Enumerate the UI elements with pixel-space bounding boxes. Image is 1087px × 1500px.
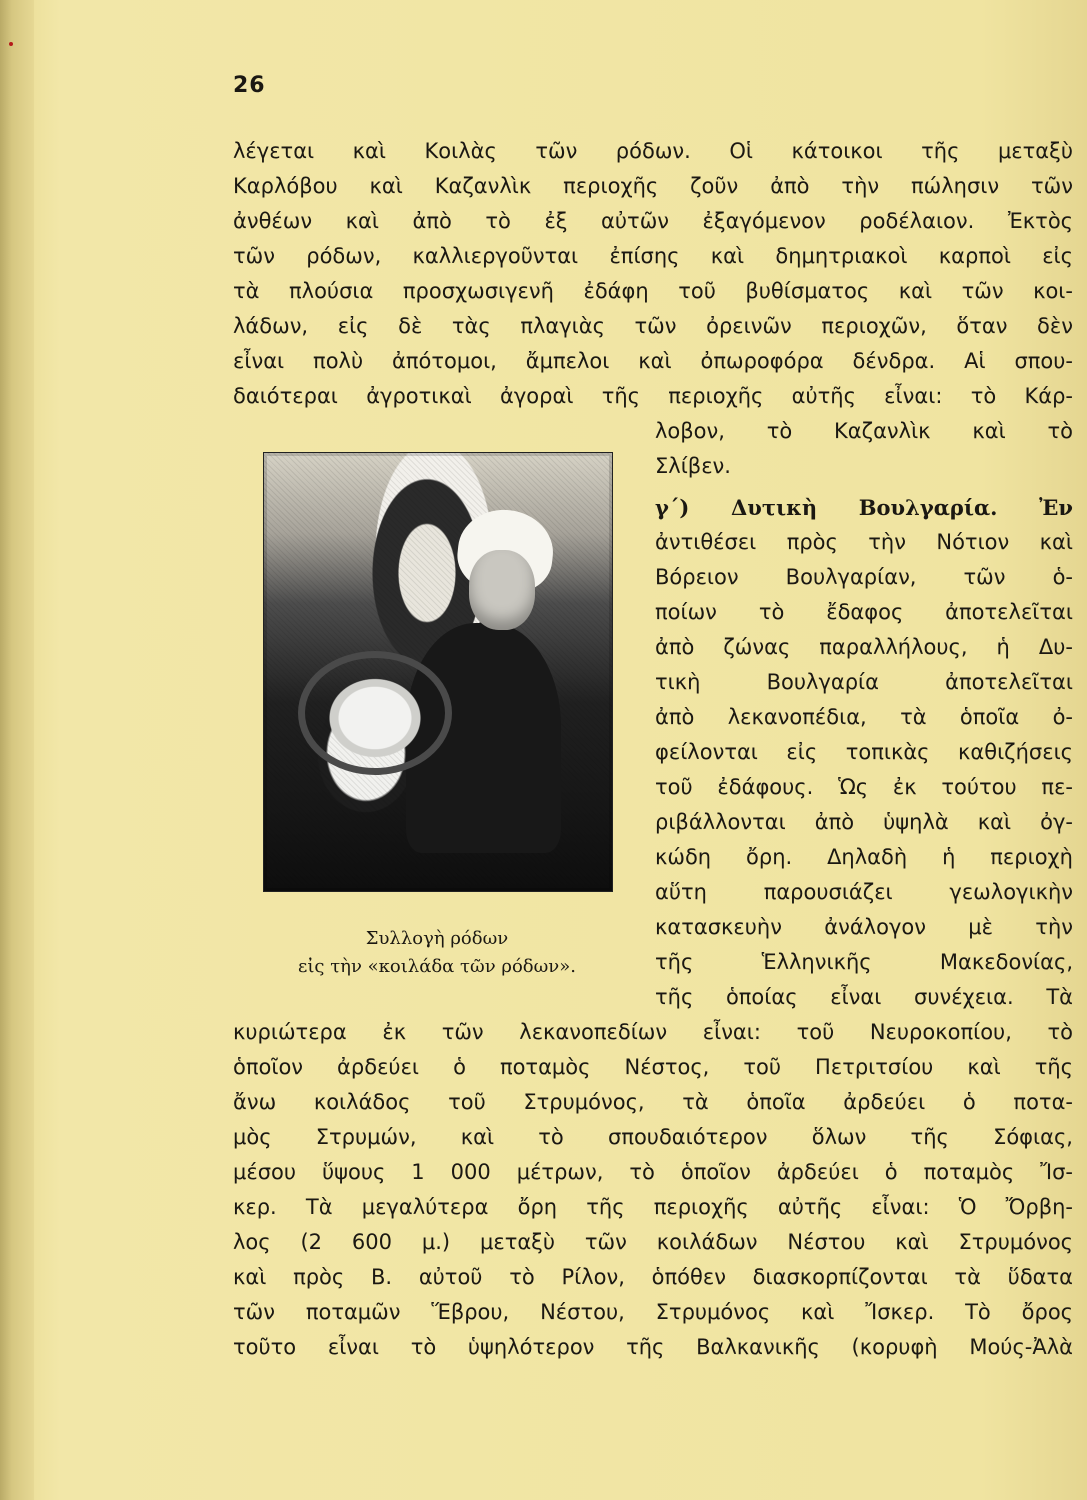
photo-caption-line-1: Συλλογὴ ρόδων: [365, 928, 509, 949]
wrapped-line-15: κατασκευὴν ἀνάλογον μὲ τὴν: [655, 915, 1073, 939]
text-line-7: εἶναι πολὺ ἀπότομοι, ἄμπελοι καὶ ὀπωροφόρα δένδρα. Αἱ σπου-: [233, 349, 1073, 373]
text-after-line-1: κυριώτερα ἐκ τῶν λεκανοπεδίων εἶναι: τοῦ Νευροκοπίου, τὸ: [233, 1020, 1073, 1044]
text-after-line-4: μὸς Στρυμών, καὶ τὸ σπουδαιότερον ὅλων τῆς Σόφιας,: [233, 1125, 1073, 1149]
wrapped-line-14: αὕτη παρουσιάζει γεωλογικὴν: [655, 880, 1073, 904]
wrapped-line-13: κώδη ὄρη. Δηλαδὴ ἡ περιοχὴ: [655, 845, 1073, 869]
text-after-line-7: λος (2 600 μ.) μεταξὺ τῶν κοιλάδων Νέστου καὶ Στρυμόνος: [233, 1230, 1073, 1254]
text-after-line-10: τοῦτο εἶναι τὸ ὑψηλότερον τῆς Βαλκανικῆς (κορυφὴ Μούς-Ἀλὰ: [233, 1335, 1073, 1359]
rose-basket: [298, 651, 452, 775]
binding-edge: [0, 0, 34, 1500]
page-number: 26: [233, 73, 266, 98]
text-line-5: τὰ πλούσια προσχωσιγενῆ ἐδάφη τοῦ βυθίσματος καὶ τῶν κοι-: [233, 279, 1073, 303]
rose-harvest-photo: [263, 452, 613, 892]
text-after-line-2: ὁποῖον ἀρδεύει ὁ ποταμὸς Νέστος, τοῦ Πετριτσίου καὶ τῆς: [233, 1055, 1073, 1079]
text-after-line-6: κερ. Τὰ μεγαλύτερα ὄρη τῆς περιοχῆς αὐτῆς εἶναι: Ὁ Ὄρβη-: [233, 1195, 1073, 1219]
text-line-3: ἀνθέων καὶ ἀπὸ τὸ ἐξ αὐτῶν ἐξαγόμενον ροδέλαιον. Ἐκτὸς: [233, 209, 1073, 233]
text-line-8: δαιότεραι ἀγροτικαὶ ἀγοραὶ τῆς περιοχῆς αὐτῆς εἶναι: τὸ Κάρ-: [233, 384, 1073, 408]
wrapped-line-6: ποίων τὸ ἔδαφος ἀποτελεῖται: [655, 600, 1073, 624]
wrapped-line-8: τικὴ Βουλγαρία ἀποτελεῖται: [655, 670, 1073, 694]
text-line-1: λέγεται καὶ Κοιλὰς τῶν ρόδων. Οἱ κάτοικοι τῆς μεταξὺ: [233, 139, 1073, 163]
wrapped-line-12: ριβάλλονται ἀπὸ ὑψηλὰ καὶ ὀγ-: [655, 810, 1073, 834]
text-line-6: λάδων, εἰς δὲ τὰς πλαγιὰς τῶν ὀρεινῶν περιοχῶν, ὅταν δὲν: [233, 314, 1073, 338]
wrapped-line-17: τῆς ὁποίας εἶναι συνέχεια. Τὰ: [655, 985, 1073, 1009]
woman-face: [469, 550, 535, 630]
text-after-line-5: μέσου ὕψους 1 000 μέτρων, τὸ ὁποῖον ἀρδεύει ὁ ποταμὸς Ἴσ-: [233, 1160, 1073, 1184]
text-line-2: Καρλόβου καὶ Καζανλὶκ περιοχῆς ζοῦν ἀπὸ τὴν πώλησιν τῶν: [233, 174, 1073, 198]
wrapped-line-16: τῆς Ἑλληνικῆς Μακεδονίας,: [655, 950, 1073, 974]
wrapped-line-7: ἀπὸ ζώνας παραλλήλους, ἡ Δυ-: [655, 635, 1073, 659]
wrapped-line-9: ἀπὸ λεκανοπέδια, τὰ ὁποῖα ὀ-: [655, 705, 1073, 729]
text-after-line-8: καὶ πρὸς Β. αὐτοῦ τὸ Ρίλον, ὁπόθεν διασκορπίζονται τὰ ὕδατα: [233, 1265, 1073, 1289]
wrapped-line-10: φείλονται εἰς τοπικὰς καθιζήσεις: [655, 740, 1073, 764]
red-mark-dot: [9, 42, 13, 46]
text-line-4: τῶν ρόδων, καλλιεργοῦνται ἐπίσης καὶ δημητριακοὶ καρποὶ εἰς: [233, 244, 1073, 268]
text-after-line-3: ἄνω κοιλάδος τοῦ Στρυμόνος, τὰ ὁποῖα ἀρδεύει ὁ ποτα-: [233, 1090, 1073, 1114]
wrapped-line-4: ἀντιθέσει πρὸς τὴν Νότιον καὶ: [655, 530, 1073, 554]
wrapped-line-5: Βόρειον Βουλγαρίαν, τῶν ὁ-: [655, 565, 1073, 589]
wrapped-line-11: τοῦ ἐδάφους. Ὡς ἐκ τούτου πε-: [655, 775, 1073, 799]
section-heading: γ΄) Δυτικὴ Βουλγαρία. Ἐν: [655, 495, 1073, 520]
wrapped-line-1: λοβον, τὸ Καζανλὶκ καὶ τὸ: [655, 419, 1073, 443]
wrapped-line-2: Σλίβεν.: [655, 454, 731, 478]
text-after-line-9: τῶν ποταμῶν Ἕβρου, Νέστου, Στρυμόνος καὶ Ἴσκερ. Τὸ ὄρος: [233, 1300, 1073, 1324]
photo-caption-line-2: εἰς τὴν «κοιλάδα τῶν ρόδων».: [298, 956, 576, 977]
